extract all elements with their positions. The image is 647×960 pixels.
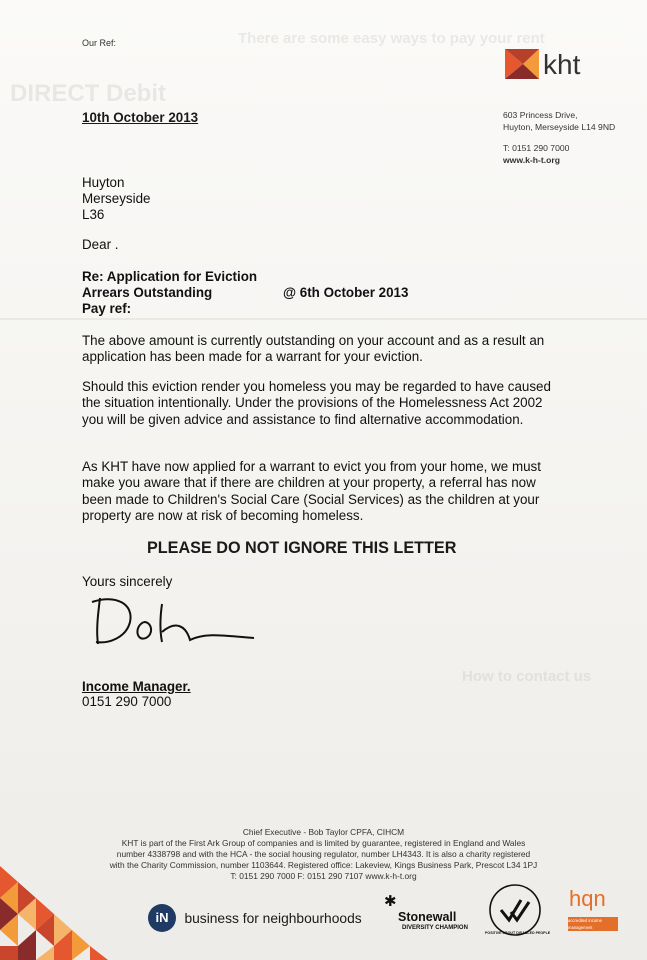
neighbourhoods-mark: iN [148,904,176,932]
arrears-label: Arrears Outstanding [82,285,213,300]
paragraph-2: Should this eviction render you homeless you may be regarded to have caused the situation intentionally. Under the provisions of the Homelessness Act 2002 you will be given advice and assistance to find alternative accommodation. [82,379,551,427]
hqn-text: hqn [569,886,606,911]
two-ticks-text: POSITIVE ABOUT DISABLED PEOPLE [485,931,551,935]
two-ticks-logo [485,882,551,938]
recipient-line1: Huyton [82,175,125,190]
stonewall-subtext: DIVERSITY CHAMPION [402,925,468,931]
hqn-subtext: accredited income management [568,917,618,931]
org-address-line1: 603 Princess Drive, [503,110,578,120]
closing: Yours sincerely [82,574,173,589]
pay-ref-label: Pay ref: [82,301,132,316]
hqn-logo [566,886,620,934]
show-through-contact: How to contact us [462,668,592,685]
salutation: Dear . [82,237,119,252]
org-website: www.k-h-t.org [503,155,560,165]
letter-date: 10th October 2013 [82,110,199,125]
stonewall-figure-icon: ✱ [384,893,397,910]
signature [86,592,256,652]
show-through-heading: There are some easy ways to pay your rent [238,30,545,47]
subject-title: Re: Application for Eviction [82,269,258,284]
signatory-title: Income Manager. [82,679,191,694]
signatory-phone: 0151 290 7000 [82,694,172,709]
org-phone: T: 0151 290 7000 [503,143,570,153]
stonewall-logo [380,892,472,936]
footer-line2: KHT is part of the First Ark Group of companies and is limited by guarantee, registered in England and Wales [121,838,526,848]
footer-line4: with the Charity Commission, number 1103644. Registered office: Lakeview, Kings Business Park, Prescot L34 1PJ [109,860,538,870]
recipient-line2: Merseyside [82,191,151,206]
paragraph-3: As KHT have now applied for a warrant to evict you from your home, we must make you aware that if there are children at your property, a referral has now been made to Children's Social Care (Social Services) as the children at your property are now at risk of becoming homeless. [82,459,541,524]
recipient-line3: L36 [82,207,105,222]
footer-line1: Chief Executive - Bob Taylor CPFA, CIHCM [242,827,405,837]
warning-heading: PLEASE DO NOT IGNORE THIS LETTER [147,539,457,557]
neighbourhoods-text: business for neighbourhoods [184,910,362,926]
org-address-line2: Huyton, Merseyside L14 9ND [503,122,616,132]
kht-logo-text: kht [543,49,581,80]
show-through-direct-debit: DIRECT Debit [10,80,166,107]
footer-line5: T: 0151 290 7000 F: 0151 290 7107 www.k-h-t.org [230,871,417,881]
stonewall-text: Stonewall [398,910,457,924]
kht-logo [503,45,613,83]
our-ref-label: Our Ref: [82,38,117,48]
footer-line3: number 4338798 and with the HCA - the social housing regulator, number LH4343. It is also a charity registered [116,849,531,859]
decorative-triangles [0,866,140,960]
arrears-date: @ 6th October 2013 [283,285,409,300]
neighbourhoods-logo [148,904,362,934]
paragraph-1: The above amount is currently outstanding on your account and as a result an application has been made for a warrant for your eviction. [82,333,545,365]
two-ticks-badge-icon [485,882,551,938]
fold-line [0,318,647,320]
